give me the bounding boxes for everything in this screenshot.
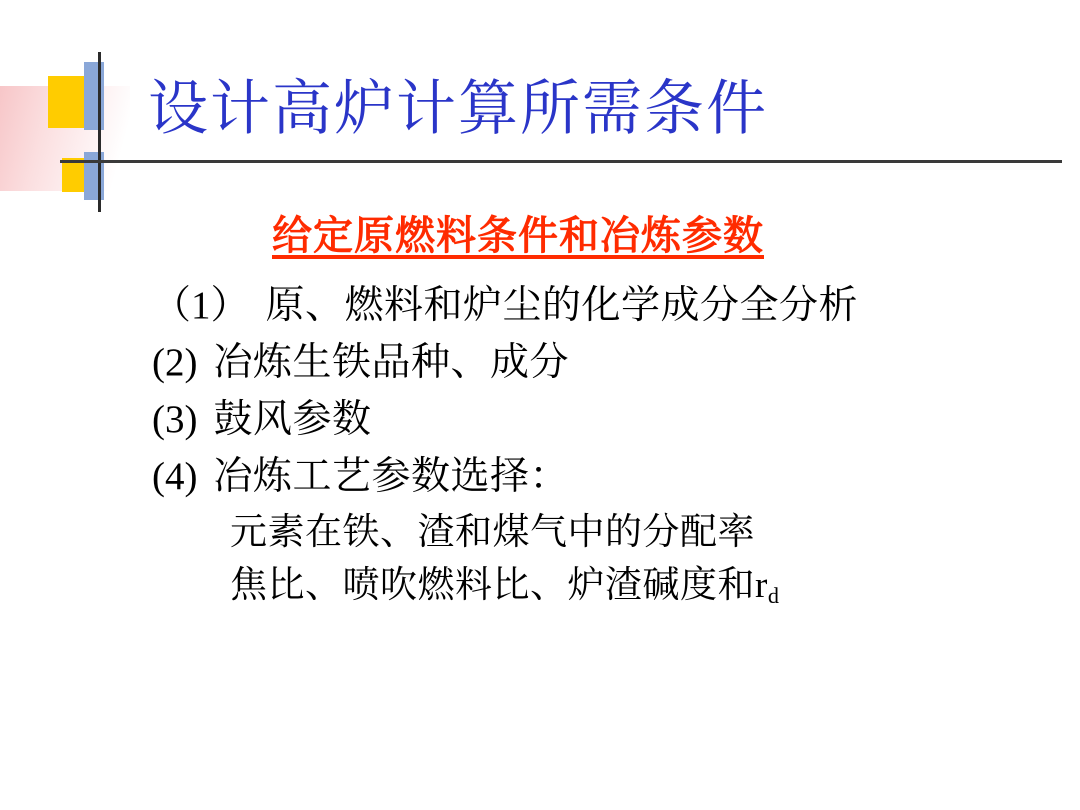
list-item-label: 原、燃料和炉尘的化学成分全分析: [265, 284, 859, 327]
page-title: 设计高炉计算所需条件: [148, 76, 768, 142]
ornament-blue-bar-top: [84, 62, 104, 130]
list-item: [152, 278, 1052, 335]
subheading: 给定原燃料条件和冶炼参数: [272, 213, 764, 258]
list-item: [152, 392, 1052, 449]
sub-list-item-label: 元素在铁、渣和煤气中的分配率: [230, 511, 755, 553]
title-divider: [60, 160, 1062, 163]
list-item: [152, 449, 1052, 506]
symbol-subscript: d: [767, 583, 780, 609]
ornament-vertical-line: [98, 52, 101, 212]
sub-list-item: [152, 506, 1052, 559]
list-item-label: 冶炼工艺参数选择：: [213, 454, 569, 498]
symbol-base: r: [755, 565, 768, 607]
list-item-number: (4): [152, 454, 198, 498]
list-item-number: （1）: [152, 284, 250, 327]
list-item-label: 鼓风参数: [213, 397, 372, 441]
list-item-number: (2): [152, 340, 198, 384]
list-item: [152, 335, 1052, 392]
content-list: [152, 278, 1052, 612]
sub-list-item-label: 焦比、喷吹燃料比、炉渣碱度和: [230, 565, 755, 607]
list-item-label: 冶炼生铁品种、成分: [213, 340, 569, 384]
list-item-number: (3): [152, 397, 198, 441]
sub-list-item: [152, 559, 1052, 612]
